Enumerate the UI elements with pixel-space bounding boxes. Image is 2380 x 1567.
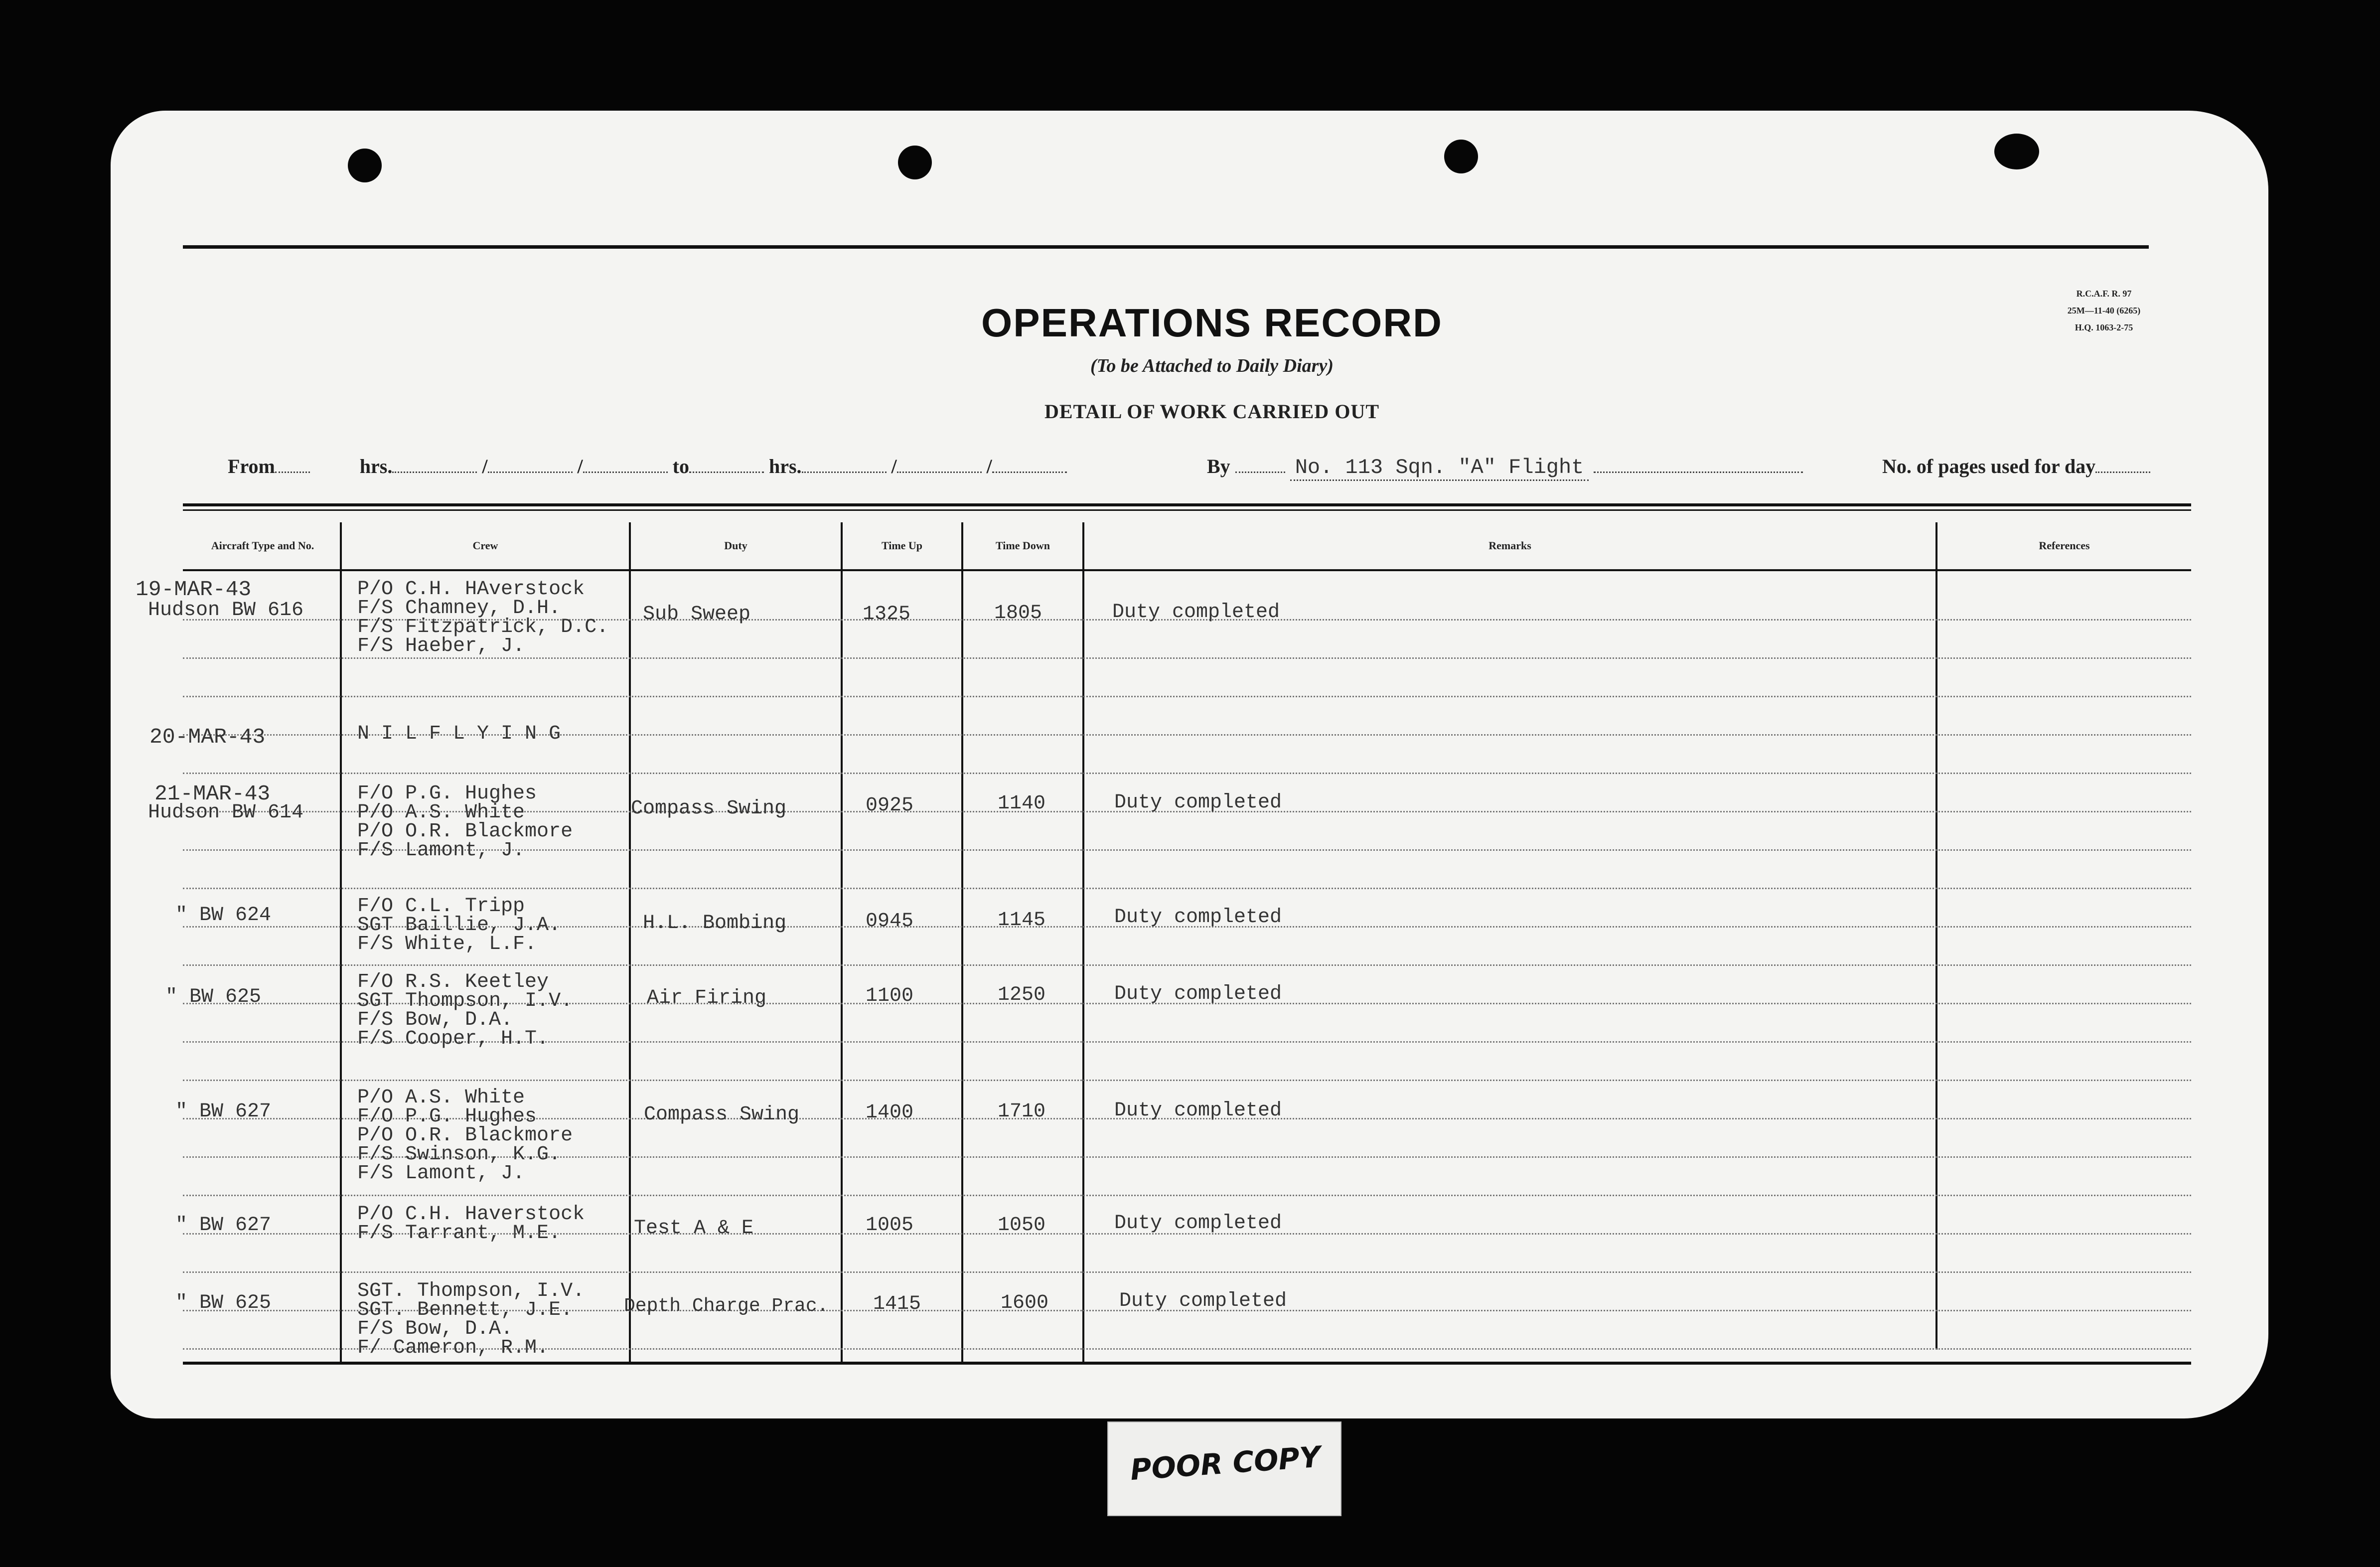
entry-aircraft: Hudson BW 616 <box>148 599 304 622</box>
crew-member: F/S Bow, D.A. <box>357 1318 513 1340</box>
crew-member: F/S Fitzpatrick, D.C. <box>357 616 609 638</box>
hrs-label: hrs. <box>359 455 393 477</box>
detail-heading: DETAIL OF WORK CARRIED OUT <box>1044 400 1379 423</box>
to-label: to <box>672 455 689 477</box>
date-field <box>488 457 573 473</box>
form-code <box>2044 285 2164 336</box>
entry-time-down: 1805 <box>994 602 1042 625</box>
form-code-line: H.Q. 1063-2-75 <box>2075 322 2133 332</box>
entry-remarks: Duty completed <box>1112 601 1280 624</box>
entry-aircraft: Hudson BW 614 <box>148 801 304 824</box>
crew-member: SGT. Thompson, I.V. <box>357 1280 585 1302</box>
crew-member: SGT. Bennett, J.E. <box>357 1299 573 1321</box>
column-header-references: References <box>2039 539 2090 552</box>
table-top-rule <box>183 509 2191 511</box>
entry-remarks: Duty completed <box>1114 906 1282 929</box>
by-label: By <box>1207 455 1230 477</box>
from-field <box>275 457 310 473</box>
entry-aircraft: " BW 625 <box>165 986 262 1008</box>
entry-crew <box>357 580 608 656</box>
slash: / <box>577 455 583 477</box>
crew-member: P/O O.R. Blackmore <box>357 820 573 843</box>
entry-time-up: 1100 <box>866 985 914 1007</box>
header-rule <box>183 569 2191 571</box>
column-divider <box>340 522 342 1365</box>
entry-remarks: Duty completed <box>1119 1290 1287 1312</box>
date-field <box>992 457 1067 473</box>
crew-member: F/S Lamont, J. <box>357 1162 525 1185</box>
entry-crew <box>357 1282 585 1358</box>
entry-time-up: 1415 <box>873 1293 921 1315</box>
entry-time-down: 1145 <box>998 909 1046 932</box>
top-rule <box>183 245 2149 249</box>
column-header-remarks: Remarks <box>1488 539 1531 552</box>
unit-name: No. 113 Sqn. "A" Flight <box>1290 456 1589 481</box>
entry-time-down: 1710 <box>998 1100 1046 1123</box>
crew-member: P/O A.S. White <box>357 1087 525 1109</box>
entry-remarks: Duty completed <box>1114 1212 1282 1235</box>
entry-aircraft: " BW 627 <box>175 1214 272 1237</box>
entry-date: 19-MAR-43 <box>136 577 252 602</box>
crew-member: F/S Cooper, H.T. <box>357 1028 549 1050</box>
column-header-aircraft: Aircraft Type and No. <box>211 539 314 552</box>
entry-crew <box>357 897 561 954</box>
from-row <box>228 455 1067 478</box>
column-divider <box>1935 522 1937 1350</box>
entry-aircraft: " BW 627 <box>175 1100 272 1123</box>
pages-field <box>2095 457 2150 473</box>
ruled-line <box>183 964 2191 966</box>
hrs-field <box>802 457 887 473</box>
date-field <box>897 457 982 473</box>
entry-time-down: 1250 <box>998 984 1046 1006</box>
crew-member: F/S Bow, D.A. <box>357 1009 513 1031</box>
entry-remarks: Duty completed <box>1114 791 1282 814</box>
crew-member: P/O C.H. Haverstock <box>357 1203 585 1226</box>
entry-time-up: 1325 <box>863 603 911 626</box>
entry-crew <box>357 1205 585 1243</box>
hrs-label: hrs. <box>768 455 802 477</box>
entry-time-down: 1140 <box>998 792 1046 815</box>
crew-member: F/O C.L. Tripp <box>357 895 525 918</box>
column-header-duty: Duty <box>724 539 747 552</box>
page-subtitle: (To be Attached to Daily Diary) <box>1090 355 1334 376</box>
ruled-line <box>183 657 2191 659</box>
by-leader <box>1235 457 1285 473</box>
entry-time-up: 1400 <box>866 1101 914 1124</box>
binder-hole <box>348 149 382 182</box>
entry-time-down: 1600 <box>1001 1292 1049 1314</box>
form-code-line: 25M—11-40 (6265) <box>2067 306 2141 315</box>
column-header-crew: Crew <box>472 539 498 552</box>
entry-date: 21-MAR-43 <box>154 782 271 806</box>
entry-crew <box>357 784 573 860</box>
crew-member: F/S Tarrant, M.E. <box>357 1222 561 1245</box>
crew-member: F/S Swinson, K.G. <box>357 1143 561 1166</box>
crew-member: F/S Chamney, D.H. <box>357 597 561 620</box>
entry-time-up: 0945 <box>866 910 914 933</box>
binder-hole <box>1444 140 1478 173</box>
record-card <box>111 111 2268 1418</box>
ruled-line <box>183 773 2191 774</box>
by-leader <box>1594 457 1803 473</box>
table-bottom-rule <box>183 1362 2191 1365</box>
crew-member: F/O R.S. Keetley <box>357 971 549 993</box>
entry-duty: Air Firing <box>647 987 767 1009</box>
ruled-line <box>183 888 2191 889</box>
column-header-time-down: Time Down <box>996 539 1050 552</box>
ruled-line <box>183 1271 2191 1273</box>
entry-time-down: 1050 <box>998 1214 1046 1237</box>
entry-duty: Compass Swing <box>631 797 787 820</box>
crew-member: F/O P.G. Hughes <box>357 1105 537 1128</box>
crew-member: F/ Cameron, R.M. <box>357 1337 549 1359</box>
date-field <box>583 457 668 473</box>
crew-member: P/O C.H. HAverstock <box>357 578 585 601</box>
entry-aircraft: " BW 624 <box>175 904 272 927</box>
column-divider <box>1082 522 1084 1365</box>
crew-member: F/S Haeber, J. <box>357 635 525 657</box>
crew-member: P/O O.R. Blackmore <box>357 1124 573 1147</box>
ruled-line <box>183 1080 2191 1081</box>
table-top-rule <box>183 503 2191 506</box>
crew-member: F/S Lamont, J. <box>357 839 525 862</box>
poor-copy-label <box>1107 1421 1341 1516</box>
column-header-time-up: Time Up <box>881 539 923 552</box>
to-field <box>689 457 764 473</box>
ruled-line <box>183 696 2191 697</box>
entry-duty: Compass Swing <box>644 1103 800 1126</box>
by-row <box>1207 455 1803 479</box>
pages-label: No. of pages used for day <box>1882 455 2096 477</box>
slash: / <box>986 455 992 477</box>
entry-time-up: 1005 <box>866 1214 914 1237</box>
binder-hole <box>898 146 932 179</box>
entry-duty: Sub Sweep <box>643 603 751 626</box>
crew-member: SGT Thompson, I.V. <box>357 990 573 1012</box>
entry-duty: H.L. Bombing <box>643 912 787 935</box>
slash: / <box>891 455 897 477</box>
entry-crew: N I L F L Y I N G <box>357 723 561 745</box>
ruled-line <box>183 1195 2191 1196</box>
slash: / <box>482 455 488 477</box>
form-code-line: R.C.A.F. R. 97 <box>2076 289 2132 299</box>
entry-remarks: Duty completed <box>1114 1099 1282 1122</box>
entry-aircraft: " BW 625 <box>175 1292 272 1314</box>
column-divider <box>961 522 963 1365</box>
entry-crew <box>357 973 573 1049</box>
binder-hole <box>1994 134 2039 169</box>
from-label: From <box>228 455 275 477</box>
entry-remarks: Duty completed <box>1114 983 1282 1005</box>
entry-duty: Depth Charge Prac. <box>624 1295 829 1317</box>
hrs-field <box>392 457 477 473</box>
crew-member: F/O P.G. Hughes <box>357 783 537 805</box>
column-divider <box>841 522 843 1365</box>
entry-time-up: 0925 <box>866 794 914 817</box>
crew-member: SGT Baillie, J.A. <box>357 914 561 937</box>
column-divider <box>629 522 631 1365</box>
crew-member: F/S White, L.F. <box>357 933 537 955</box>
crew-member: P/O A.S. White <box>357 801 525 824</box>
entry-date: 20-MAR-43 <box>149 725 266 749</box>
entry-crew <box>357 1089 573 1183</box>
pages-row <box>1882 455 2150 478</box>
poor-copy-text: POOR COPY <box>1129 1439 1322 1487</box>
page-title: OPERATIONS RECORD <box>981 301 1443 345</box>
entry-duty: Test A & E <box>634 1217 754 1240</box>
